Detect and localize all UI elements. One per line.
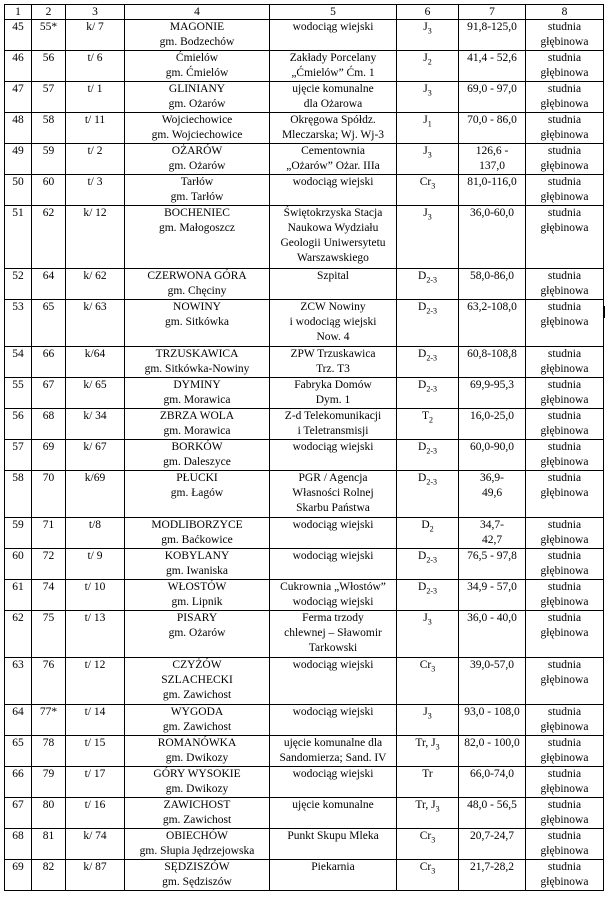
cell-sheet: t/ 9 [66, 549, 125, 580]
cell-lp: 48 [5, 113, 32, 144]
cell-depth: 69,9-95,3 [459, 378, 526, 409]
cell-lp: 49 [5, 144, 32, 175]
table-row [5, 611, 604, 658]
cell-lp: 67 [5, 798, 32, 829]
cell-stratigraphy [397, 860, 459, 891]
stratigraphy-subscript: 3 [431, 866, 436, 876]
table-row [5, 51, 604, 82]
table-row [5, 82, 604, 113]
cell-sheet: k/ 65 [66, 378, 125, 409]
cell-lp: 63 [5, 658, 32, 705]
cell-user: wodociąg wiejski [270, 767, 397, 798]
stratigraphy-symbol: Tr, J [415, 799, 436, 811]
cell-depth: 41,4 - 52,6 [459, 51, 526, 82]
cell-depth: 66,0-74,0 [459, 767, 526, 798]
cell-nr: 60 [32, 175, 66, 206]
cell-sheet: t/ 6 [66, 51, 125, 82]
cell-type: studnia głębinowa [526, 736, 604, 767]
cell-lp: 57 [5, 440, 32, 471]
cell-type: studnia głębinowa [526, 206, 604, 269]
stratigraphy-subscript: 3 [427, 212, 432, 222]
cell-stratigraphy [397, 300, 459, 347]
stratigraphy-symbol: D [418, 581, 427, 593]
cell-locality: WYGODA gm. Zawichost [125, 705, 270, 736]
column-header: 5 [270, 5, 397, 20]
cell-sheet: k/ 74 [66, 829, 125, 860]
cell-lp: 69 [5, 860, 32, 891]
cell-stratigraphy [397, 658, 459, 705]
cell-lp: 51 [5, 206, 32, 269]
cell-type: studnia głębinowa [526, 175, 604, 206]
cell-sheet: t/ 13 [66, 611, 125, 658]
cell-nr: 62 [32, 206, 66, 269]
cell-nr: 70 [32, 471, 66, 518]
cell-user: Ferma trzody chlewnej – Sławomir Tarkowski [270, 611, 397, 658]
cell-sheet: t/ 3 [66, 175, 125, 206]
cell-lp: 50 [5, 175, 32, 206]
cell-type: studnia głębinowa [526, 409, 604, 440]
stratigraphy-symbol: Cr [419, 830, 432, 842]
cell-nr: 64 [32, 269, 66, 300]
cell-lp: 54 [5, 347, 32, 378]
cell-stratigraphy [397, 51, 459, 82]
table-row [5, 658, 604, 705]
stratigraphy-subscript: 2 [429, 415, 434, 425]
cell-depth: 69,0 - 97,0 [459, 82, 526, 113]
cell-user: Z-d Telekomunikacji i Teletransmisji [270, 409, 397, 440]
stratigraphy-symbol: J [423, 114, 428, 126]
cell-stratigraphy [397, 82, 459, 113]
stratigraphy-symbol: Cr [419, 176, 432, 188]
cell-lp: 55 [5, 378, 32, 409]
cell-user: Zakłady Porcelany „Ćmielów” Ćm. 1 [270, 51, 397, 82]
cell-locality: CZERWONA GÓRA gm. Chęciny [125, 269, 270, 300]
cell-type: studnia głębinowa [526, 378, 604, 409]
cell-locality: Tarłów gm. Tarłów [125, 175, 270, 206]
cell-user: wodociąg wiejski [270, 705, 397, 736]
cell-sheet: t/ 1 [66, 82, 125, 113]
cell-stratigraphy [397, 175, 459, 206]
cell-sheet: t/ 17 [66, 767, 125, 798]
cell-depth: 16,0-25,0 [459, 409, 526, 440]
cell-type: studnia głębinowa [526, 113, 604, 144]
wells-table [4, 4, 604, 891]
table-row [5, 113, 604, 144]
cell-locality: ROMANÓWKA gm. Dwikozy [125, 736, 270, 767]
cell-locality: KOBYLANY gm. Iwaniska [125, 549, 270, 580]
cell-depth: 76,5 - 97,8 [459, 549, 526, 580]
stratigraphy-symbol: J [423, 21, 428, 33]
cell-stratigraphy [397, 409, 459, 440]
cell-stratigraphy [397, 798, 459, 829]
cell-type: studnia głębinowa [526, 82, 604, 113]
table-row [5, 206, 604, 269]
cell-type: studnia głębinowa [526, 440, 604, 471]
stratigraphy-subscript: 3 [435, 804, 440, 814]
stratigraphy-symbol: D [418, 472, 427, 484]
cell-type: studnia głębinowa [526, 347, 604, 378]
cell-depth: 82,0 - 100,0 [459, 736, 526, 767]
cell-locality: GLINIANY gm. Ożarów [125, 82, 270, 113]
cell-depth: 70,0 - 86,0 [459, 113, 526, 144]
cell-depth: 36,0 - 40,0 [459, 611, 526, 658]
cell-nr: 77* [32, 705, 66, 736]
cell-type: studnia głębinowa [526, 300, 604, 347]
cell-sheet: k/69 [66, 471, 125, 518]
stratigraphy-subscript: 3 [427, 617, 432, 627]
cell-locality: OŻARÓW gm. Ożarów [125, 144, 270, 175]
cell-nr: 65 [32, 300, 66, 347]
stratigraphy-subscript: 2 [429, 524, 434, 534]
cell-sheet: k/ 12 [66, 206, 125, 269]
cell-stratigraphy [397, 705, 459, 736]
table-row [5, 409, 604, 440]
stratigraphy-subscript: 2-3 [426, 555, 437, 565]
cell-lp: 53 [5, 300, 32, 347]
column-header: 7 [459, 5, 526, 20]
cell-locality: GÓRY WYSOKIE gm. Dwikozy [125, 767, 270, 798]
cell-depth: 91,8-125,0 [459, 20, 526, 51]
stratigraphy-subscript: 2-3 [426, 275, 437, 285]
document-page [4, 4, 604, 891]
cell-stratigraphy [397, 378, 459, 409]
cell-type: studnia głębinowa [526, 144, 604, 175]
cell-nr: 57 [32, 82, 66, 113]
cell-nr: 78 [32, 736, 66, 767]
cell-nr: 80 [32, 798, 66, 829]
cell-locality: PŁUCKI gm. Łagów [125, 471, 270, 518]
cell-lp: 46 [5, 51, 32, 82]
table-row [5, 798, 604, 829]
cell-stratigraphy [397, 829, 459, 860]
cell-user: Świętokrzyska Stacja Naukowa Wydziału Geologii Uniwersytetu Warszawskiego [270, 206, 397, 269]
stratigraphy-subscript: 2 [427, 57, 432, 67]
cell-lp: 61 [5, 580, 32, 611]
cell-locality: DYMINY gm. Morawica [125, 378, 270, 409]
cell-sheet: t/ 10 [66, 580, 125, 611]
cell-stratigraphy [397, 736, 459, 767]
table-row [5, 347, 604, 378]
cell-user: wodociąg wiejski [270, 518, 397, 549]
cell-user: Okręgowa Spółdz. Mleczarska; Wj. Wj-3 [270, 113, 397, 144]
cell-locality: OBIECHÓW gm. Słupia Jędrzejowska [125, 829, 270, 860]
cell-nr: 76 [32, 658, 66, 705]
cell-stratigraphy [397, 580, 459, 611]
cell-depth: 34,9 - 57,0 [459, 580, 526, 611]
stratigraphy-subscript: 3 [427, 88, 432, 98]
cell-type: studnia głębinowa [526, 767, 604, 798]
cell-sheet: k/ 34 [66, 409, 125, 440]
cell-nr: 81 [32, 829, 66, 860]
cell-locality: SĘDZISZÓW gm. Sędziszów [125, 860, 270, 891]
header-row [5, 5, 604, 20]
cell-lp: 45 [5, 20, 32, 51]
cell-sheet: k/ 87 [66, 860, 125, 891]
cell-depth: 20,7-24,7 [459, 829, 526, 860]
cell-type: studnia głębinowa [526, 860, 604, 891]
cell-lp: 58 [5, 471, 32, 518]
stratigraphy-symbol: J [423, 207, 428, 219]
cell-lp: 68 [5, 829, 32, 860]
cell-nr: 67 [32, 378, 66, 409]
cell-locality: Wojciechowice gm. Wojciechowice [125, 113, 270, 144]
cell-stratigraphy [397, 611, 459, 658]
cell-locality: ZBRZA WOLA gm. Morawica [125, 409, 270, 440]
cell-type: studnia głębinowa [526, 658, 604, 705]
cell-sheet: k/ 63 [66, 300, 125, 347]
column-header: 4 [125, 5, 270, 20]
cell-stratigraphy [397, 767, 459, 798]
cell-type: studnia głębinowa [526, 518, 604, 549]
cell-sheet: t/8 [66, 518, 125, 549]
cell-stratigraphy [397, 144, 459, 175]
stratigraphy-symbol: J [423, 52, 428, 64]
cell-stratigraphy [397, 549, 459, 580]
table-row [5, 705, 604, 736]
cell-user: Punkt Skupu Mleka [270, 829, 397, 860]
stratigraphy-symbol: J [423, 145, 428, 157]
stratigraphy-symbol: Tr [422, 768, 433, 780]
cell-stratigraphy [397, 347, 459, 378]
cell-locality: Ćmielów gm. Ćmielów [125, 51, 270, 82]
cell-sheet: t/ 16 [66, 798, 125, 829]
cell-sheet: t/ 2 [66, 144, 125, 175]
table-row [5, 736, 604, 767]
cell-locality: WŁOSTÓW gm. Lipnik [125, 580, 270, 611]
column-header: 8 [526, 5, 604, 20]
stratigraphy-subscript: 2-3 [426, 477, 437, 487]
cell-lp: 66 [5, 767, 32, 798]
cell-stratigraphy [397, 440, 459, 471]
margin-marker [603, 306, 605, 318]
stratigraphy-symbol: J [423, 83, 428, 95]
cell-stratigraphy [397, 471, 459, 518]
stratigraphy-subscript: 2-3 [426, 306, 437, 316]
cell-nr: 68 [32, 409, 66, 440]
stratigraphy-subscript: 2-3 [426, 384, 437, 394]
cell-nr: 56 [32, 51, 66, 82]
stratigraphy-symbol: J [423, 706, 428, 718]
cell-depth: 58,0-86,0 [459, 269, 526, 300]
stratigraphy-symbol: D [421, 519, 430, 531]
table-row [5, 580, 604, 611]
cell-type: studnia głębinowa [526, 829, 604, 860]
table-row [5, 549, 604, 580]
cell-lp: 62 [5, 611, 32, 658]
stratigraphy-symbol: D [418, 379, 427, 391]
stratigraphy-symbol: D [418, 550, 427, 562]
cell-user: Cukrownia „Włostów” wodociąg wiejski [270, 580, 397, 611]
cell-sheet: t/ 11 [66, 113, 125, 144]
cell-depth: 36,0-60,0 [459, 206, 526, 269]
cell-locality: MODLIBORZYCE gm. Baćkowice [125, 518, 270, 549]
table-row [5, 829, 604, 860]
cell-stratigraphy [397, 113, 459, 144]
cell-user: wodociąg wiejski [270, 658, 397, 705]
cell-depth: 60,0-90,0 [459, 440, 526, 471]
cell-locality: TRZUSKAWICA gm. Sitkówka-Nowiny [125, 347, 270, 378]
cell-lp: 60 [5, 549, 32, 580]
stratigraphy-subscript: 3 [431, 664, 436, 674]
cell-user: ujęcie komunalne dla Sandomierza; Sand. IV [270, 736, 397, 767]
cell-locality: CZYŻÓW SZLACHECKI gm. Zawichost [125, 658, 270, 705]
cell-nr: 82 [32, 860, 66, 891]
cell-lp: 65 [5, 736, 32, 767]
stratigraphy-symbol: T [421, 410, 430, 422]
stratigraphy-symbol: Cr [419, 659, 432, 671]
table-row [5, 440, 604, 471]
cell-lp: 64 [5, 705, 32, 736]
cell-depth: 39,0-57,0 [459, 658, 526, 705]
cell-locality: ZAWICHOST gm. Zawichost [125, 798, 270, 829]
cell-user: ujęcie komunalne [270, 798, 397, 829]
stratigraphy-symbol: D [418, 348, 427, 360]
stratigraphy-subscript: 3 [427, 26, 432, 36]
cell-depth: 93,0 - 108,0 [459, 705, 526, 736]
cell-lp: 56 [5, 409, 32, 440]
cell-user: ZCW Nowiny i wodociąg wiejski Now. 4 [270, 300, 397, 347]
stratigraphy-symbol: Tr, J [415, 737, 436, 749]
stratigraphy-symbol: D [418, 270, 427, 282]
stratigraphy-subscript: 3 [431, 181, 436, 191]
stratigraphy-subscript: 3 [427, 150, 432, 160]
stratigraphy-subscript: 3 [435, 742, 440, 752]
cell-nr: 75 [32, 611, 66, 658]
cell-type: studnia głębinowa [526, 51, 604, 82]
cell-user: Cementownia „Ożarów” Ożar. IIIa [270, 144, 397, 175]
cell-sheet: t/ 14 [66, 705, 125, 736]
cell-nr: 72 [32, 549, 66, 580]
table-row [5, 175, 604, 206]
cell-locality: NOWINY gm. Sitkówka [125, 300, 270, 347]
cell-type: studnia głębinowa [526, 611, 604, 658]
cell-locality: MAGONIE gm. Bodzechów [125, 20, 270, 51]
cell-nr: 66 [32, 347, 66, 378]
cell-user: ZPW Trzuskawica Trz. T3 [270, 347, 397, 378]
cell-stratigraphy [397, 206, 459, 269]
table-row [5, 860, 604, 891]
cell-user: Piekarnia [270, 860, 397, 891]
cell-type: studnia głębinowa [526, 471, 604, 518]
cell-nr: 69 [32, 440, 66, 471]
stratigraphy-symbol: D [418, 301, 427, 313]
table-row [5, 518, 604, 549]
table-row [5, 300, 604, 347]
cell-user: wodociąg wiejski [270, 440, 397, 471]
cell-locality: BORKÓW gm. Daleszyce [125, 440, 270, 471]
table-row [5, 378, 604, 409]
column-header: 3 [66, 5, 125, 20]
cell-nr: 58 [32, 113, 66, 144]
cell-depth: 60,8-108,8 [459, 347, 526, 378]
cell-depth: 48,0 - 56,5 [459, 798, 526, 829]
cell-sheet: k/ 62 [66, 269, 125, 300]
stratigraphy-subscript: 2-3 [426, 353, 437, 363]
cell-depth: 126,6 - 137,0 [459, 144, 526, 175]
table-row [5, 471, 604, 518]
cell-depth: 21,7-28,2 [459, 860, 526, 891]
column-header: 1 [5, 5, 32, 20]
cell-type: studnia głębinowa [526, 705, 604, 736]
cell-depth: 81,0-116,0 [459, 175, 526, 206]
table-row [5, 144, 604, 175]
cell-depth: 36,9- 49,6 [459, 471, 526, 518]
stratigraphy-subscript: 1 [427, 119, 432, 129]
cell-type: studnia głębinowa [526, 580, 604, 611]
cell-sheet: k/ 67 [66, 440, 125, 471]
stratigraphy-subscript: 2-3 [426, 446, 437, 456]
stratigraphy-symbol: Cr [419, 861, 432, 873]
cell-sheet: t/ 12 [66, 658, 125, 705]
cell-locality: BOCHENIEC gm. Małogoszcz [125, 206, 270, 269]
column-header: 2 [32, 5, 66, 20]
table-row [5, 20, 604, 51]
cell-type: studnia głębinowa [526, 20, 604, 51]
cell-user: wodociąg wiejski [270, 20, 397, 51]
stratigraphy-subscript: 3 [427, 711, 432, 721]
stratigraphy-subscript: 2-3 [426, 586, 437, 596]
cell-sheet: t/ 15 [66, 736, 125, 767]
table-row [5, 767, 604, 798]
cell-nr: 71 [32, 518, 66, 549]
cell-type: studnia głębinowa [526, 549, 604, 580]
cell-depth: 63,2-108,0 [459, 300, 526, 347]
cell-stratigraphy [397, 20, 459, 51]
cell-stratigraphy [397, 518, 459, 549]
table-body [5, 20, 604, 891]
cell-user: PGR / Agencja Własności Rolnej Skarbu Państwa [270, 471, 397, 518]
cell-user: ujęcie komunalne dla Ożarowa [270, 82, 397, 113]
cell-depth: 34,7- 42,7 [459, 518, 526, 549]
stratigraphy-symbol: J [423, 612, 428, 624]
stratigraphy-symbol: D [418, 441, 427, 453]
cell-stratigraphy [397, 269, 459, 300]
cell-nr: 55* [32, 20, 66, 51]
cell-user: wodociąg wiejski [270, 175, 397, 206]
stratigraphy-subscript: 3 [431, 835, 436, 845]
column-header: 6 [397, 5, 459, 20]
cell-user: Szpital [270, 269, 397, 300]
cell-lp: 59 [5, 518, 32, 549]
cell-nr: 74 [32, 580, 66, 611]
table-row [5, 269, 604, 300]
cell-user: Fabryka Domów Dym. 1 [270, 378, 397, 409]
cell-nr: 59 [32, 144, 66, 175]
cell-lp: 47 [5, 82, 32, 113]
cell-nr: 79 [32, 767, 66, 798]
cell-type: studnia głębinowa [526, 269, 604, 300]
cell-locality: PISARY gm. Ożarów [125, 611, 270, 658]
cell-user: wodociąg wiejski [270, 549, 397, 580]
cell-lp: 52 [5, 269, 32, 300]
cell-type: studnia głębinowa [526, 798, 604, 829]
cell-sheet: k/64 [66, 347, 125, 378]
cell-sheet: k/ 7 [66, 20, 125, 51]
